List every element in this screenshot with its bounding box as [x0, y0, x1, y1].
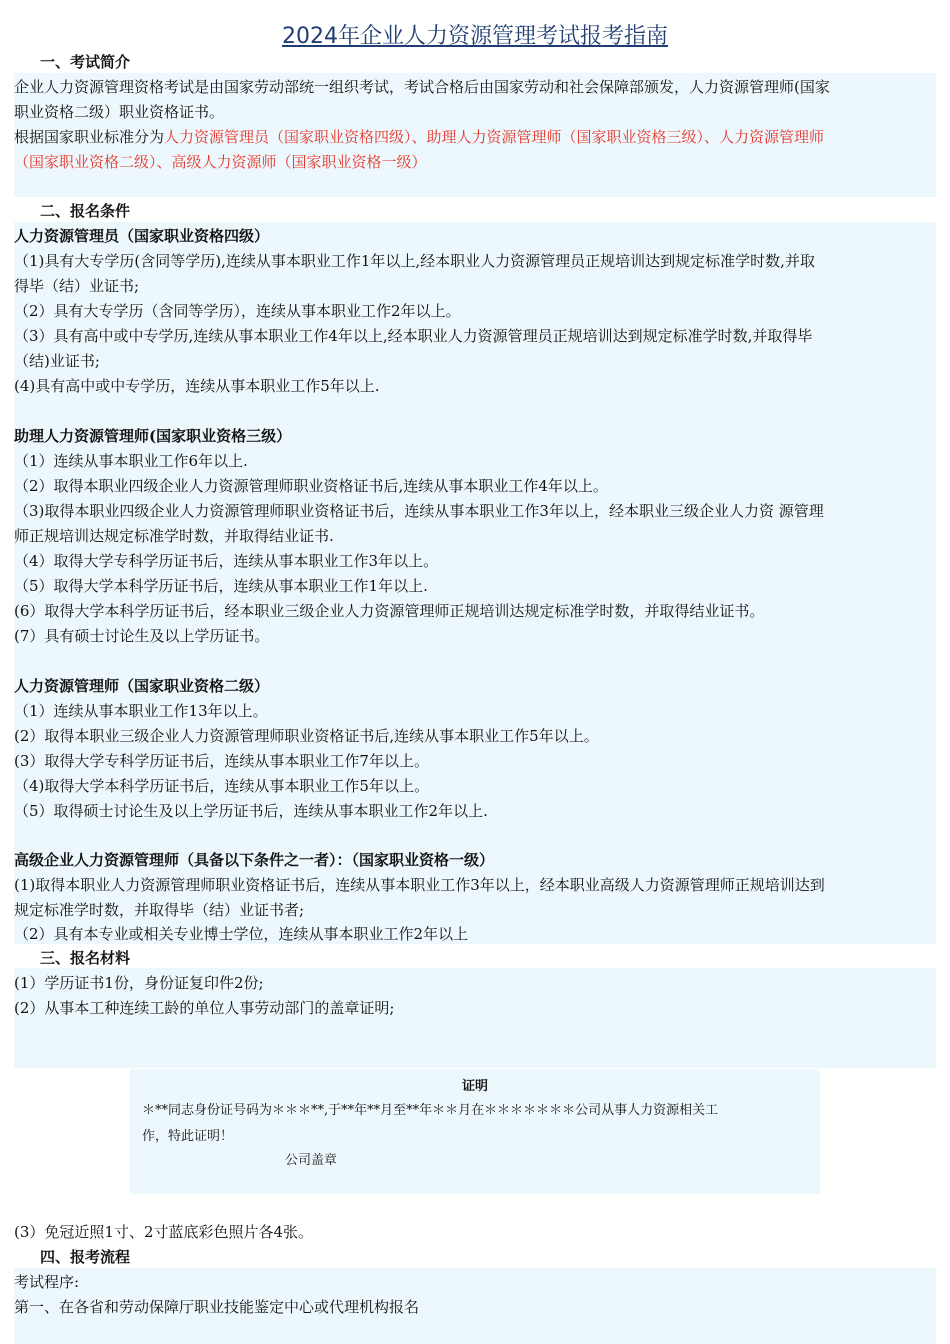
grade1-title: 高级企业人力资源管理师（具备以下条件之一者）：（国家职业资格一级）: [14, 851, 495, 869]
grade1-line-2: 规定标准学时数，并取得毕（结）业证书者;: [14, 901, 305, 919]
process-line-2: 第一、在各省和劳动保障厅职业技能鉴定中心或代理机构报名: [14, 1298, 420, 1316]
grade3-line-6: （5）取得大学本科学历证书后，连续从事本职业工作1年以上.: [14, 577, 428, 595]
grade3-title: 助理人力资源管理师(国家职业资格三级）: [14, 427, 292, 445]
grade4-line-5: （结)业证书;: [14, 352, 100, 370]
section3-heading: 三、报名材料: [40, 949, 131, 967]
certificate-seal-label: 公司盖章: [285, 1153, 338, 1168]
certificate-line-1: ＊**同志身份证号码为＊＊＊**,于**年**月至**年＊＊月在＊＊＊＊＊＊＊公司从事人力资源相关工: [142, 1103, 719, 1118]
certificate-box: [130, 1069, 820, 1194]
grade4-line-2: 得毕（结）业证书;: [14, 277, 140, 295]
levels-line-1: [14, 125, 936, 150]
page-title: 2024年企业人力资源管理考试报考指南: [282, 24, 668, 49]
section2-heading: 二、报名条件: [40, 202, 131, 220]
grade2-line-2: (2）取得本职业三级企业人力资源管理师职业资格证书后,连续从事本职业工作5年以上。: [14, 727, 599, 745]
grade2-line-4: （4)取得大学本科学历证书后，连续从事本职业工作5年以上。: [14, 777, 429, 795]
grade1-line-1: (1)取得本职业人力资源管理师职业资格证书后，连续从事本职业工作3年以上，经本职业高级人力资源管理师正规培训达到: [14, 876, 825, 894]
grade2-line-1: （1）连续从事本职业工作13年以上。: [14, 702, 268, 720]
intro-line-1: 企业人力资源管理资格考试是由国家劳动部统一组织考试，考试合格后由国家劳动和社会保障部颁发，人力资源管理师(国家: [14, 78, 830, 96]
grade2-line-3: (3）取得大学专科学历证书后，连续从事本职业工作7年以上。: [14, 752, 429, 770]
materials-line-1: (1）学历证书1份，身份证复印件2份;: [14, 974, 264, 992]
grade1-line-3: （2）具有本专业或相关专业博士学位，连续从事本职业工作2年以上: [14, 925, 469, 943]
grade3-line-2: （2）取得本职业四级企业人力资源管理师职业资格证书后,连续从事本职业工作4年以上。: [14, 477, 608, 495]
grade4-line-1: （1)具有大专学历(含同等学历),连续从事本职业工作1年以上,经本职业人力资源管理员正规培训达到规定标准学时数,并取: [14, 252, 815, 270]
certificate-line-2: 作，特此证明！: [142, 1129, 234, 1144]
grade4-line-6: (4)具有高中或中专学历，连续从事本职业工作5年以上.: [14, 377, 380, 395]
levels-line-2: （国家职业资格二级）、高级人力资源师（国家职业资格一级）: [14, 153, 427, 171]
grade3-line-7: (6）取得大学本科学历证书后，经本职业三级企业人力资源管理师正规培训达规定标准学时数，并取得结业证书。: [14, 602, 765, 620]
levels-prefix: 根据国家职业标准分为: [14, 128, 165, 146]
grade3-line-4: 师正规培训达规定标准学时数，并取得结业证书.: [14, 527, 334, 545]
certificate-title: 证明: [461, 1079, 488, 1094]
grade4-line-3: （2）具有大专学历（含同等学历），连续从事本职业工作2年以上。: [14, 302, 461, 320]
grade2-title: 人力资源管理师（国家职业资格二级）: [14, 677, 270, 695]
materials-line-3: (3）免冠近照1寸、2寸蓝底彩色照片各4张。: [14, 1223, 314, 1241]
grade2-line-5: （5）取得硕士讨论生及以上学历证书后，连续从事本职业工作2年以上.: [14, 802, 488, 820]
grade4-title: 人力资源管理员（国家职业资格四级）: [14, 227, 270, 245]
levels-red-1: 人力资源管理员（国家职业资格四级）、助理人力资源管理师（国家职业资格三级）、人力资源管理师: [164, 128, 825, 146]
section4-heading: 四、报考流程: [40, 1248, 131, 1266]
grade3-line-1: （1）连续从事本职业工作6年以上.: [14, 452, 248, 470]
intro-line-2: 职业资格二级）职业资格证书。: [14, 103, 225, 121]
section1-heading: 一、考试简介: [40, 53, 131, 71]
grade4-line-4: （3）具有高中或中专学历,连续从事本职业工作4年以上,经本职业人力资源管理员正规培训达到规定标准学时数,并取得毕: [14, 327, 813, 345]
grade3-line-5: （4）取得大学专科学历证书后，连续从事本职业工作3年以上。: [14, 552, 439, 570]
grade3-line-3: （3)取得本职业四级企业人力资源管理师职业资格证书后，连续从事本职业工作3年以上，经本职业三级企业人力资 源管理: [14, 502, 824, 520]
grade3-line-8: (7）具有硕士讨论生及以上学历证书。: [14, 627, 270, 645]
process-line-1: 考试程序:: [14, 1273, 80, 1291]
materials-line-2: (2）从事本工种连续工龄的单位人事劳动部门的盖章证明;: [14, 999, 395, 1017]
